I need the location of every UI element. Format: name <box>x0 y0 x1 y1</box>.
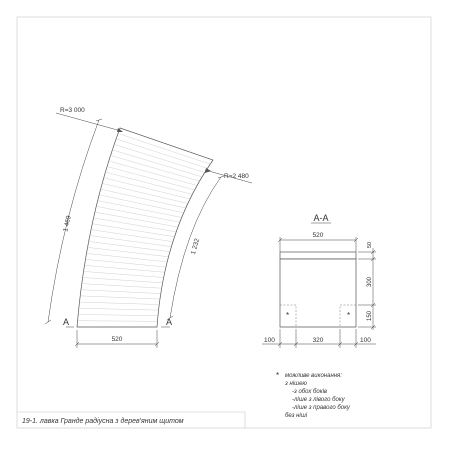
inner-length-label: 1 232 <box>189 237 202 256</box>
note-line-5: без ніші <box>285 413 308 419</box>
top-thickness-label: 50 <box>367 241 373 249</box>
section-mark-left: A <box>63 317 70 327</box>
outer-length-label: 1 469 <box>62 214 73 233</box>
right-niche-asterisk: * <box>347 311 351 320</box>
notes-asterisk: * <box>276 371 280 380</box>
inner-radius-arrow <box>205 168 211 173</box>
bench-outline <box>77 128 213 327</box>
left-niche-asterisk: * <box>286 311 290 320</box>
section-mark-right: A <box>166 317 173 327</box>
note-line-2: -з обох боків <box>292 389 328 395</box>
outer-radius-leader <box>56 113 121 131</box>
left-offset-label: 100 <box>264 337 275 344</box>
section-view <box>262 213 376 348</box>
notes-heading: можливе виконання: <box>285 373 342 379</box>
outer-radius-label: R=3 000 <box>60 107 85 114</box>
seat-board <box>280 252 356 259</box>
height-label: 300 <box>367 276 373 288</box>
sheet-border <box>17 17 431 428</box>
section-title: A-A <box>313 213 329 223</box>
section-width-label: 520 <box>312 232 324 239</box>
plan-width-label: 520 <box>111 336 123 343</box>
note-line-4: -ліше з правого боку <box>292 405 350 411</box>
bench-plan-view <box>45 107 252 348</box>
execution-notes <box>276 371 351 419</box>
note-line-3: -ліше з лівого боку <box>292 397 345 403</box>
drawing-caption: 19-1. лавка Гранде радіусна з дерев'яним щитом <box>22 418 184 425</box>
inner-radius-label: R=2 480 <box>224 173 249 180</box>
leg-height-label: 150 <box>367 310 373 322</box>
note-line-1: з нішею <box>285 381 307 387</box>
right-offset-label: 100 <box>360 337 371 344</box>
span-label: 320 <box>312 337 324 344</box>
bench-body-section <box>280 259 356 327</box>
